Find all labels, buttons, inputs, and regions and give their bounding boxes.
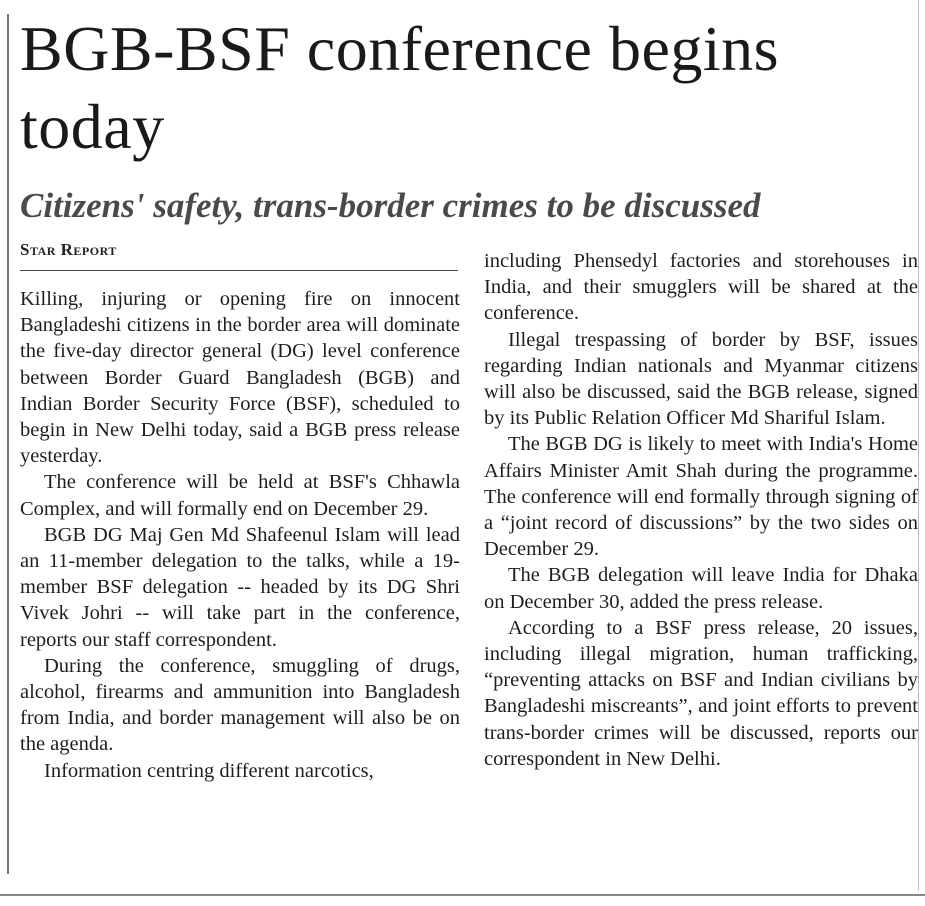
article-paragraph: BGB DG Maj Gen Md Shafeenul Islam will lead an 11-member delegation to the talks, while a 19-member BSF delegation -- headed by its DG Shri Vivek Johri -- will take part in the conference, reports our staff correspondent. [20, 523, 460, 651]
byline: Star Report [20, 240, 117, 259]
article-paragraph: The BGB delegation will leave India for Dhaka on December 30, added the press release. [484, 564, 918, 613]
article-paragraph: including Phensedyl factories and storehouses in India, and their smugglers will be shared at the conference. [484, 250, 918, 325]
article-paragraph: During the conference, smuggling of drugs, alcohol, firearms and ammunition into Bangladesh from India, and border management will also be on the agenda. [20, 654, 460, 756]
article-paragraph: Killing, injuring or opening fire on innocent Bangladeshi citizens in the border area will dominate the five-day director general (DG) level conference between Border Guard Bangladesh (BGB) and Indian Border Security Force (BSF), scheduled to begin in New Delhi today, said a BGB press release yesterday. [20, 288, 460, 468]
left-column [20, 286, 460, 784]
headline: BGB-BSF conference begins today [20, 13, 780, 162]
right-column [484, 248, 918, 772]
article-paragraph: According to a BSF press release, 20 issues, including illegal migration, human trafficking, “preventing attacks on BSF and Indian civilians by Bangladeshi miscreants”, and joint efforts to prevent trans-border crimes will be discussed, reports our correspondent in New Delhi. [484, 616, 918, 770]
article-paragraph: The conference will be held at BSF's Chhawla Complex, and will formally end on December 29. [20, 471, 460, 520]
right-edge-rule [918, 0, 919, 890]
left-column-rule [7, 14, 9, 874]
article-paragraph: Illegal trespassing of border by BSF, issues regarding Indian nationals and Myanmar citizens will also be discussed, said the BGB release, signed by its Public Relation Officer Md Shariful Islam. [484, 328, 918, 430]
subheadline: Citizens' safety, trans-border crimes to be discussed [20, 186, 761, 225]
byline-divider [20, 270, 458, 271]
bottom-rule [0, 894, 925, 896]
article-paragraph: Information centring different narcotics, [44, 759, 374, 782]
article-paragraph: The BGB DG is likely to meet with India's Home Affairs Minister Amit Shah during the programme. The conference will end formally through signing of a “joint record of discussions” by the two sides on December 29. [484, 433, 918, 561]
